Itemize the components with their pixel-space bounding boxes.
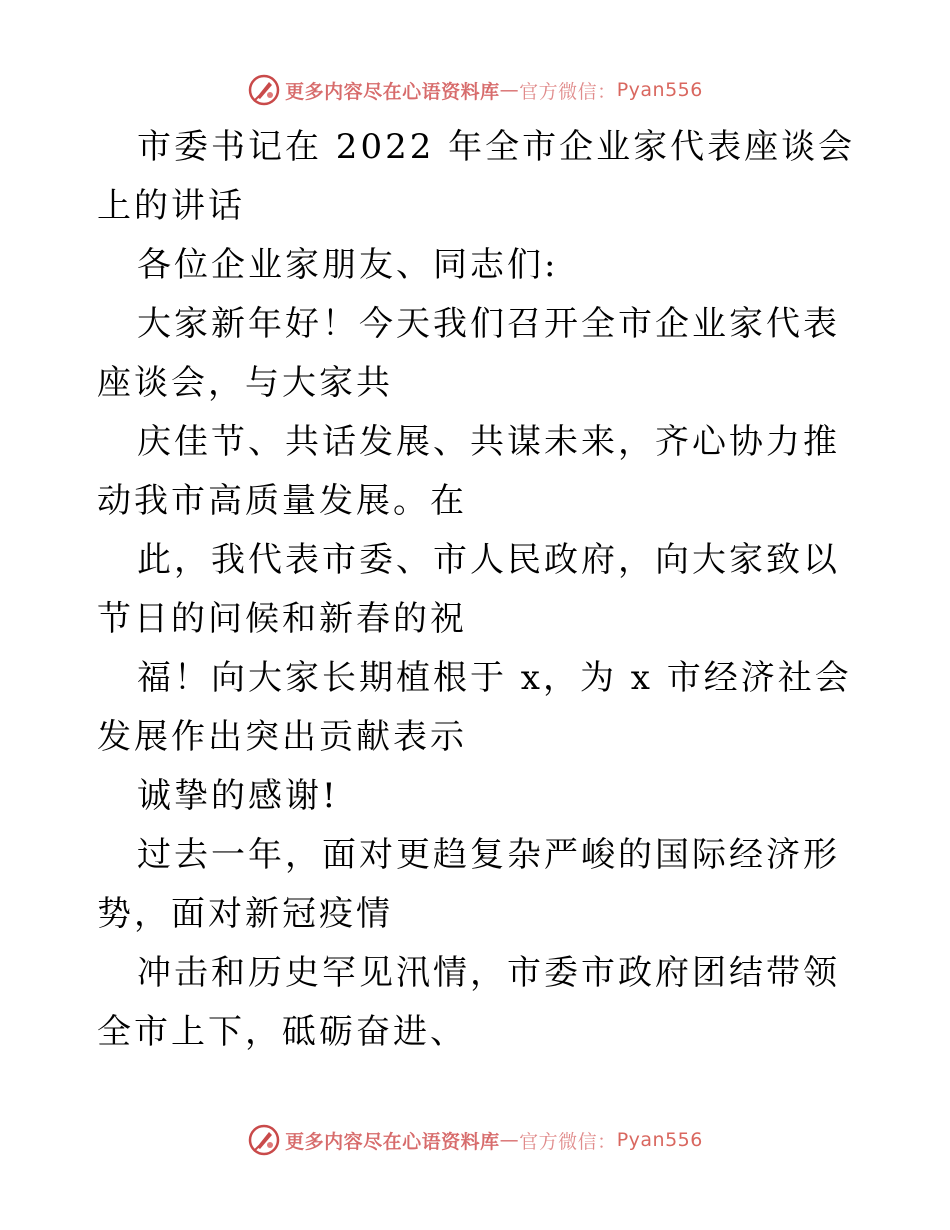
watermark-sub-text: 官方微信：	[519, 80, 617, 103]
body-paragraph: 诚挚的感谢!	[137, 776, 339, 816]
red-quill-seal-icon	[247, 73, 281, 107]
document-title: 市委书记在 2022 年全市企业家代表座谈会上的讲话	[97, 127, 856, 226]
watermark-main-text: 更多内容尽在心语资料库	[285, 1130, 500, 1153]
salutation: 各位企业家朋友、同志们:	[137, 245, 559, 285]
body-paragraph: 过去一年，面对更趋复杂严峻的国际经济形势，面对新冠疫情	[97, 835, 840, 934]
body-paragraph: 冲击和历史罕见汛情，市委市政府团结带领全市上下，砥砺奋进、	[97, 953, 840, 1052]
body-paragraph: 此，我代表市委、市人民政府，向大家致以节日的问候和新春的祝	[97, 540, 840, 639]
red-quill-seal-icon	[247, 1123, 281, 1157]
watermark-sub-text: 官方微信：	[519, 1130, 617, 1153]
body-paragraph: 福！向大家长期植根于 x，为 x 市经济社会发展作出突出贡献表示	[97, 658, 852, 757]
footer-watermark	[0, 1120, 950, 1160]
watermark-wechat-id: Pyan556	[616, 1129, 703, 1151]
body-paragraph: 庆佳节、共话发展、共谋未来，齐心协力推动我市高质量发展。在	[97, 422, 840, 521]
watermark-wechat-id: Pyan556	[616, 79, 703, 101]
watermark-main-text: 更多内容尽在心语资料库	[285, 80, 500, 103]
watermark-separator: —	[499, 79, 520, 101]
body-paragraph: 大家新年好！今天我们召开全市企业家代表座谈会，与大家共	[97, 304, 840, 403]
header-watermark	[0, 70, 950, 110]
watermark-separator: —	[499, 1129, 520, 1151]
document-body	[97, 118, 867, 1062]
